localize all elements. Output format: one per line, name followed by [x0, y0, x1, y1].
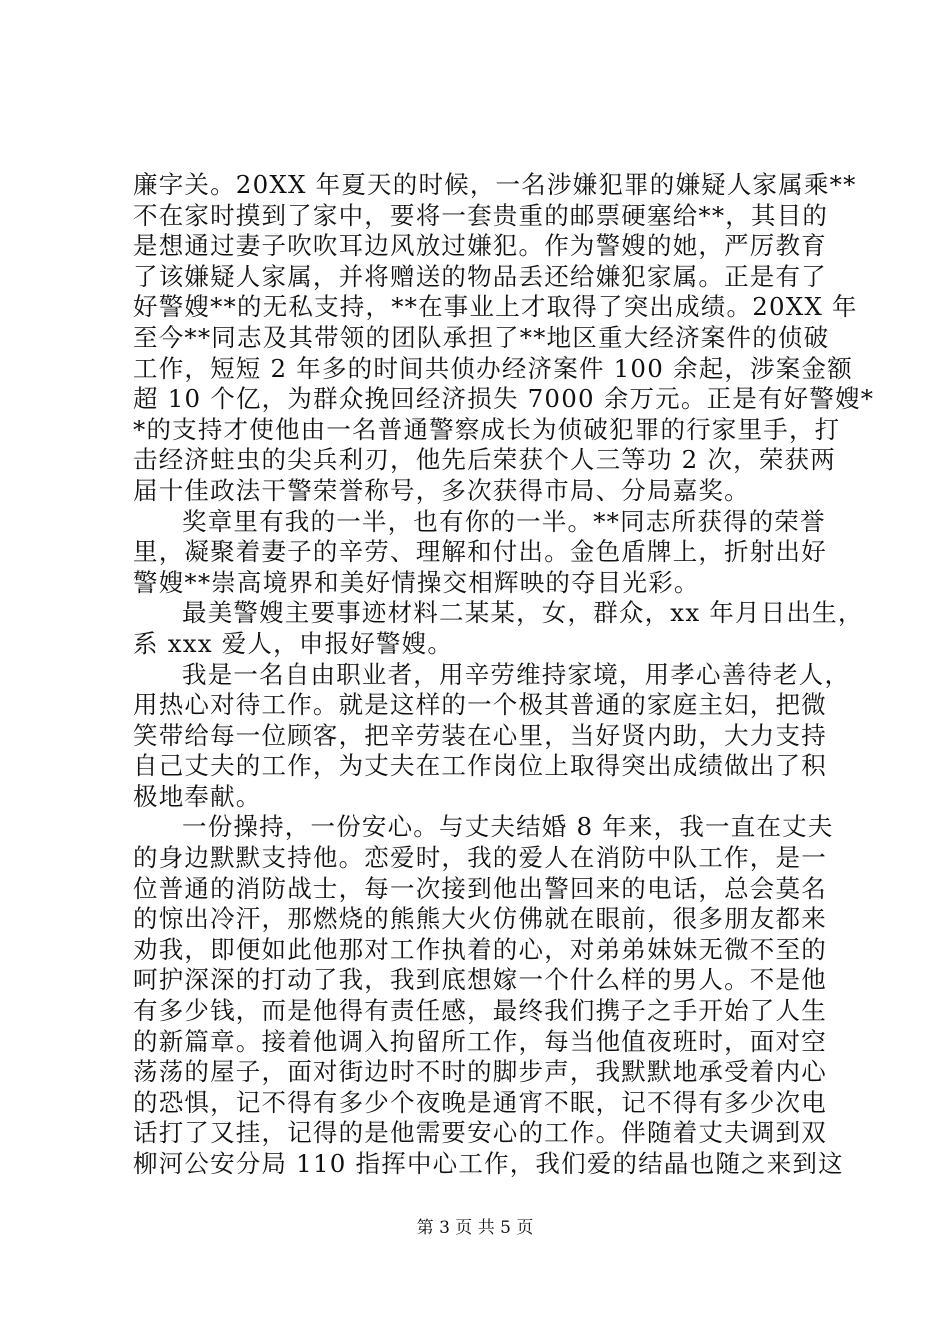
text-line: 笑带给每一位顾客，把辛劳装在心里，当好贤内助，大力支持 — [133, 720, 827, 750]
text-line: 的恐惧，记不得有多少个夜晚是通宵不眠，记不得有多少次电 — [133, 1087, 827, 1117]
text-line: 超 10 个亿，为群众挽回经济损失 7000 余万元。正是有好警嫂* — [133, 384, 875, 414]
text-line: 自己丈夫的工作，为丈夫在工作岗位上取得突出成绩做出了积 — [133, 751, 827, 781]
text-line: 极地奉献。 — [133, 781, 262, 811]
text-line: 最美警嫂主要事迹材料二某某，女，群众，xx 年月日出生， — [182, 598, 864, 628]
text-line: 位普通的消防战士，每一次接到他出警回来的电话，总会莫名 — [133, 873, 827, 903]
text-line: 里，凝聚着妻子的辛劳、理解和付出。金色盾牌上，折射出好 — [133, 537, 827, 567]
text-line: 系 xxx 爱人，申报好警嫂。 — [133, 628, 454, 658]
text-line: 呵护深深的打动了我，我到底想嫁一个什么样的男人。不是他 — [133, 965, 827, 995]
text-line: 的身边默默支持他。恋爱时，我的爱人在消防中队工作，是一 — [133, 843, 827, 873]
text-line: 警嫂**崇高境界和美好情操交相辉映的夺目光彩。 — [133, 567, 700, 597]
text-line: 一份操持，一份安心。与丈夫结婚 8 年来，我一直在丈夫 — [182, 812, 834, 842]
text-line: 柳河公安分局 110 指挥中心工作，我们爱的结晶也随之来到这 — [133, 1149, 844, 1178]
text-line: 有多少钱，而是他得有责任感，最终我们携子之手开始了人生 — [133, 996, 827, 1026]
text-line: 话打了又挂，记得的是他需要安心的工作。伴随着丈夫调到双 — [133, 1118, 827, 1148]
text-line: 届十佳政法干警荣誉称号，多次获得市局、分局嘉奖。 — [133, 475, 750, 505]
text-line: *的支持才使他由一名普通警察成长为侦破犯罪的行家里手，打 — [133, 414, 841, 444]
text-line: 用热心对待工作。就是这样的一个极其普通的家庭主妇，把微 — [133, 690, 827, 720]
text-line: 好警嫂**的无私支持，**在事业上才取得了突出成绩。20XX 年 — [133, 292, 858, 322]
text-line: 不在家时摸到了家中，要将一套贵重的邮票硬塞给**，其目的 — [133, 200, 829, 230]
text-line: 奖章里有我的一半，也有你的一半。**同志所获得的荣誉 — [182, 506, 826, 536]
text-line: 廉字关。20XX 年夏天的时候，一名涉嫌犯罪的嫌疑人家属乘** — [133, 170, 857, 199]
text-line: 荡荡的屋子，面对街边时不时的脚步声，我默默地承受着内心 — [133, 1057, 827, 1087]
text-line: 我是一名自由职业者，用辛劳维持家境，用孝心善待老人， — [182, 659, 851, 689]
text-line: 至今**同志及其带领的团队承担了**地区重大经济案件的侦破 — [133, 322, 830, 352]
text-line: 的新篇章。接着他调入拘留所工作，每当他值夜班时，面对空 — [133, 1026, 827, 1056]
text-line: 是想通过妻子吹吹耳边风放过嫌犯。作为警嫂的她，严厉教育 — [133, 231, 827, 261]
page-footer: 第 3 页 共 5 页 — [416, 1218, 534, 1238]
body-text — [133, 170, 875, 1180]
text-line: 劝我，即便如此他那对工作执着的心，对弟弟妹妹无微不至的 — [133, 934, 827, 964]
text-line: 了该嫌疑人家属，并将赠送的物品丢还给嫌犯家属。正是有了 — [133, 261, 827, 291]
text-line: 的惊出冷汗，那燃烧的熊熊大火仿佛就在眼前，很多朋友都来 — [133, 904, 827, 934]
text-line: 工作，短短 2 年多的时间共侦办经济案件 100 余起，涉案金额 — [133, 353, 853, 383]
text-line: 击经济蛀虫的尖兵利刃，他先后荣获个人三等功 2 次，荣获两 — [133, 445, 836, 475]
